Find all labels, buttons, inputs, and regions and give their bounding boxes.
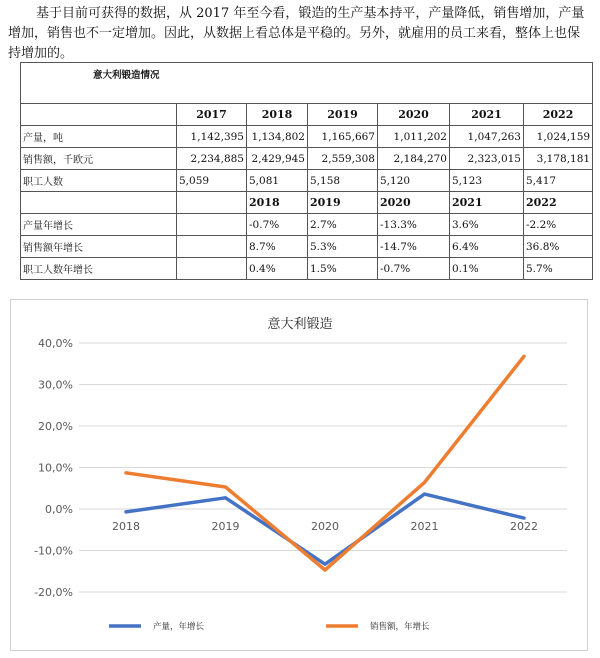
- year-header: 2021: [450, 104, 524, 126]
- table-cell: 0.1%: [450, 258, 524, 280]
- x-tick-label: 2018: [112, 520, 140, 533]
- year-header: 2022: [524, 104, 593, 126]
- growth-year-header: 2019: [308, 192, 378, 214]
- table-cell: 2,234,885: [177, 148, 247, 170]
- table-cell: -0.7%: [378, 258, 450, 280]
- table-row: [21, 148, 593, 170]
- year-header: 2017: [177, 104, 247, 126]
- table-cell: 36.8%: [524, 236, 593, 258]
- table-cell: [177, 214, 247, 236]
- header-blank: [21, 104, 177, 126]
- growth-year-header: 2022: [524, 192, 593, 214]
- table-cell: 2,184,270: [378, 148, 450, 170]
- y-tick-label: 30,0%: [38, 378, 73, 392]
- table-title: 意大利锻造情况: [21, 63, 593, 104]
- table-cell: [177, 258, 247, 280]
- growth-year-header: 2018: [247, 192, 308, 214]
- table-cell: 1,047,263: [450, 126, 524, 148]
- table-row: [21, 170, 593, 192]
- y-tick-label: 20,0%: [38, 420, 73, 433]
- table-title-row: [21, 63, 593, 104]
- table-row: [21, 236, 593, 258]
- table-cell: 0.4%: [247, 258, 308, 280]
- table-cell: 1.5%: [308, 258, 378, 280]
- table-cell: 5,158: [308, 170, 378, 192]
- growth-year-header: 2021: [450, 192, 524, 214]
- row-label: 销售额，千欧元: [21, 148, 177, 170]
- forging-data-table: [20, 62, 593, 280]
- table-cell: 5,123: [450, 170, 524, 192]
- y-tick-label: 40,0%: [38, 337, 73, 350]
- y-tick-label: -10,0%: [34, 544, 73, 558]
- table-cell: 5,059: [177, 170, 247, 192]
- header-blank: [177, 192, 247, 214]
- table-cell: 8.7%: [247, 236, 308, 258]
- table-cell: 6.4%: [450, 236, 524, 258]
- chart-title: 意大利锻造: [267, 317, 333, 332]
- table-cell: 5,120: [378, 170, 450, 192]
- table-cell: -13.3%: [378, 214, 450, 236]
- table-cell: 1,165,667: [308, 126, 378, 148]
- table-cell: 1,134,802: [247, 126, 308, 148]
- legend-label: 产量，年增长: [153, 622, 205, 632]
- table-cell: 3,178,181: [524, 148, 593, 170]
- row-label: 职工人数年增长: [21, 258, 177, 280]
- table-cell: -2.2%: [524, 214, 593, 236]
- series-line-2: [126, 356, 524, 570]
- row-label: 产量年增长: [21, 214, 177, 236]
- row-label: 产量，吨: [21, 126, 177, 148]
- table-cell: 2,323,015: [450, 148, 524, 170]
- table-header-row: [21, 104, 593, 126]
- table-cell: 1,024,159: [524, 126, 593, 148]
- header-blank: [21, 192, 177, 214]
- table-cell: 5,417: [524, 170, 593, 192]
- year-header: 2018: [247, 104, 308, 126]
- table-cell: 5.7%: [524, 258, 593, 280]
- growth-year-header: 2020: [378, 192, 450, 214]
- table-cell: 1,142,395: [177, 126, 247, 148]
- table-cell: [177, 236, 247, 258]
- y-tick-label: 10,0%: [38, 461, 73, 475]
- year-header: 2019: [308, 104, 378, 126]
- table-cell: 3.6%: [450, 214, 524, 236]
- line-chart: [11, 300, 589, 652]
- year-header: 2020: [378, 104, 450, 126]
- table-cell: 5,081: [247, 170, 308, 192]
- table-cell: -14.7%: [378, 236, 450, 258]
- table-row: [21, 126, 593, 148]
- table-cell: 2,559,308: [308, 148, 378, 170]
- x-tick-label: 2022: [510, 520, 538, 533]
- x-tick-label: 2021: [410, 520, 439, 533]
- row-label: 职工人数: [21, 170, 177, 192]
- y-tick-label: -20,0%: [34, 586, 73, 599]
- y-tick-label: 0,0%: [45, 503, 73, 516]
- table-cell: 2.7%: [308, 214, 378, 236]
- row-label: 销售额年增长: [21, 236, 177, 258]
- x-tick-label: 2019: [211, 520, 240, 533]
- table-row: [21, 214, 593, 236]
- chart-panel: [10, 299, 588, 651]
- table-cell: 5.3%: [308, 236, 378, 258]
- table-cell: 2,429,945: [247, 148, 308, 170]
- legend-label: 销售额，年增长: [370, 622, 430, 632]
- growth-header-row: [21, 192, 593, 214]
- intro-paragraph: 基于目前可获得的数据，从 2017 年至今看，锻造的生产基本持平，产量降低，销售增加，产量增加，销售也不一定增加。因此，从数据上看总体是平稳的。另外，就雇用的员工来看，整体上也保持增加的。: [8, 6, 585, 61]
- table-cell: 1,011,202: [378, 126, 450, 148]
- table-row: [21, 258, 593, 280]
- table-cell: -0.7%: [247, 214, 308, 236]
- x-tick-label: 2020: [311, 520, 339, 533]
